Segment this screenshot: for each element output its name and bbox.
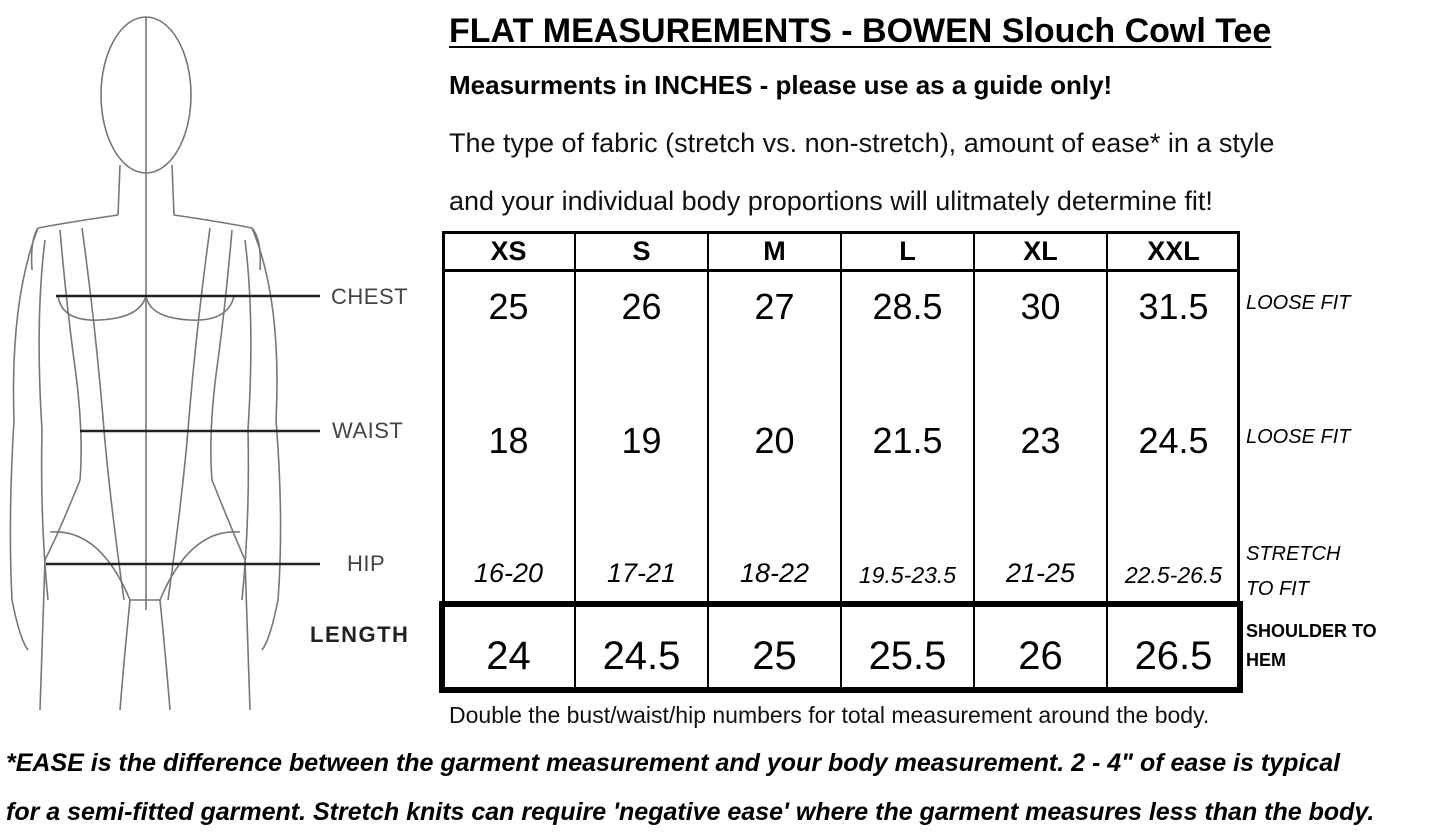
length-value: 24	[486, 634, 531, 678]
size-header-xxl: XXL	[1147, 236, 1200, 266]
size-header-s: S	[632, 236, 651, 266]
waist-value: 23	[1020, 420, 1061, 461]
waist-value: 19	[621, 420, 662, 461]
hip-value: 22.5-26.5	[1124, 562, 1223, 588]
chest-value: 28.5	[872, 286, 943, 327]
hip-value: 19.5-23.5	[858, 562, 957, 588]
hip-value: 21-25	[1005, 558, 1076, 588]
chest-fit-note: LOOSE FIT	[1246, 292, 1351, 314]
chest-value: 26	[621, 286, 662, 327]
body-outline-icon	[0, 0, 440, 720]
size-header-xs: XS	[490, 236, 527, 266]
length-value: 24.5	[602, 634, 681, 678]
length-value: 25	[752, 634, 797, 678]
waist-value: 20	[754, 420, 795, 461]
waist-fit-note: LOOSE FIT	[1246, 426, 1351, 448]
length-label: LENGTH	[310, 622, 410, 647]
page-subtitle: Measurments in INCHES - please use as a guide only!	[449, 70, 1113, 100]
hip-fit-note-line-1: STRETCH	[1246, 543, 1341, 565]
double-measurement-note: Double the bust/waist/hip numbers for total measurement around the body.	[449, 702, 1210, 728]
waist-value: 18	[488, 420, 529, 461]
waist-value: 21.5	[872, 420, 943, 461]
description-line-2: and your individual body proportions will ulitmately determine fit!	[449, 186, 1213, 216]
body-figure-illustration	[0, 0, 440, 720]
length-note-line-1: SHOULDER TO	[1246, 621, 1377, 641]
size-header-l: L	[899, 236, 916, 266]
size-chart-table	[442, 231, 1240, 689]
waist-value: 24.5	[1138, 420, 1209, 461]
waist-label: WAIST	[332, 418, 404, 443]
chest-value: 27	[754, 286, 795, 327]
size-header-xl: XL	[1023, 236, 1058, 266]
description-line-1: The type of fabric (stretch vs. non-stretch), amount of ease* in a style	[449, 128, 1275, 158]
size-header-m: M	[763, 236, 786, 266]
hip-value: 18-22	[739, 558, 810, 588]
chest-label: CHEST	[331, 284, 409, 309]
chest-value: 25	[488, 286, 529, 327]
length-value: 25.5	[868, 634, 947, 678]
ease-note-line-2: for a semi-fitted garment. Stretch knits can require 'negative ease' where the garment measures less than the body.	[6, 798, 1375, 826]
chest-value: 31.5	[1138, 286, 1209, 327]
chest-value: 30	[1020, 286, 1061, 327]
hip-fit-note-line-2: TO FIT	[1246, 578, 1309, 600]
hip-value: 17-21	[606, 558, 677, 588]
length-note-line-2: HEM	[1246, 650, 1286, 670]
page-title: FLAT MEASUREMENTS - BOWEN Slouch Cowl Tee	[449, 12, 1272, 50]
length-value: 26	[1018, 634, 1063, 678]
length-value: 26.5	[1134, 634, 1213, 678]
hip-label: HIP	[347, 551, 386, 576]
hip-value: 16-20	[473, 558, 544, 588]
ease-note-line-1: *EASE is the difference between the garment measurement and your body measurement. 2 - 4" of ease is typical	[6, 749, 1341, 777]
